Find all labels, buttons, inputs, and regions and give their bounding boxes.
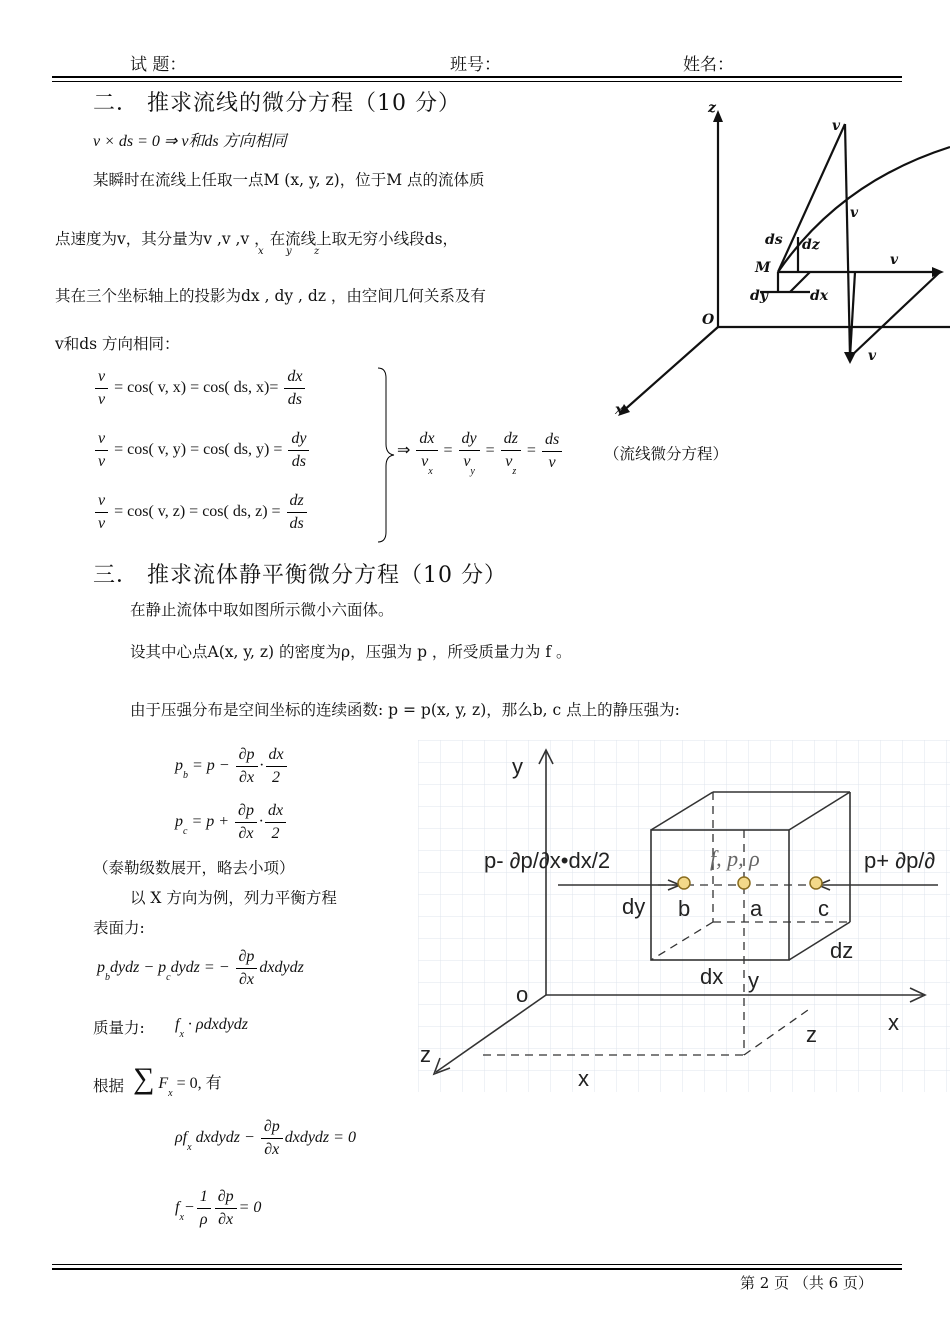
fig1-z-label: z — [708, 100, 716, 116]
page-number: 第 2 页 （共 6 页） — [740, 1274, 873, 1292]
p2-sub-z: z — [314, 246, 320, 257]
surface-force-equation: $p_bdydz$ − $p_cdydz$ = − $\frac{\partial p}{\partial x}$ dxdydz — [97, 948, 304, 988]
fig1-vz-label: v — [850, 205, 859, 221]
fig1-vx-label: v — [868, 348, 877, 364]
fig2-x-axis: x — [888, 1010, 899, 1035]
pc-equation: $p_c = p$ + $\frac{\partial p}{\partial x}$ · $\frac{dx}{2}$ — [175, 800, 288, 845]
header-rule-top — [52, 76, 902, 78]
eq-x: $\frac{v}{v}$ = cos( v, x) = cos( ds, x)= $\frac{dx}{ds}$ — [93, 366, 307, 411]
balance-equation-2: $f_x-$ $\frac{1}{\rho}$ $\frac{\partial p}{\partial x}$ = 0 — [175, 1188, 262, 1228]
fig2-left-pressure: p- ∂p/∂x•dx/2 — [484, 848, 611, 873]
balance-equation-1: $\rho f_x$ dxdydz − $\frac{\partial p}{\partial x}$ dxdydz = 0 — [175, 1118, 356, 1158]
fig1-vy-label: v — [890, 252, 899, 268]
section2-title: 二． 推求流线的微分方程（10 分） — [93, 91, 461, 116]
fig2-x-bottom: x — [578, 1066, 589, 1091]
section2-p2: 点速度为v，其分量为v ,v ,v ，在流线上取无穷小线段ds， — [55, 230, 459, 248]
fig2-z-inner: z — [806, 1022, 817, 1047]
section3-p1: 在静止流体中取如图所示微小六面体。 — [130, 601, 394, 619]
pb-equation: $p_b = p$ − $\frac{\partial p}{\partial x}$ · $\frac{dx}{2}$ — [175, 744, 289, 789]
streamline-note: （流线微分方程） — [604, 445, 729, 463]
section3-title: 三． 推求流体静平衡微分方程（10 分） — [93, 563, 507, 588]
p2-sub-x: x — [258, 246, 264, 257]
section3-p2: 设其中心点A(x, y, z) 的密度为ρ，压强为 p ，所受质量力为 f 。 — [130, 643, 572, 661]
taylor-note: （泰勒级数展开，略去小项） — [93, 859, 295, 877]
fig2-origin: o — [516, 982, 529, 1007]
fig2-dy: dy — [622, 894, 646, 919]
mass-force-label: 质量力: — [93, 1019, 145, 1037]
section2-p3: 其在三个坐标轴上的投影为dx , dy , dz ，由空间几何关系及有 — [55, 287, 486, 305]
fig1-x-label: x — [615, 402, 624, 418]
eq-y: $\frac{v}{v}$ = cos( v, y) = cos( ds, y) = $\frac{dy}{ds}$ — [93, 428, 311, 473]
fig2-c: c — [818, 896, 829, 921]
p2-sub-y: y — [286, 246, 292, 257]
sum-equation: ∑ $F_x = 0$, 有 — [133, 1062, 222, 1099]
fig1-M-label: M — [755, 260, 771, 276]
fig1-dy-label: dy — [750, 288, 768, 304]
section2-line1: v × ds = 0 ⇒ v和ds 方向相同 — [93, 133, 287, 150]
sum-label: 根据 — [93, 1077, 125, 1095]
hexahedron-figure — [418, 740, 950, 1092]
fig2-dx: dx — [700, 964, 724, 989]
fig2-right-pressure: p+ ∂p/∂ — [864, 848, 936, 873]
section2-p4: v和ds 方向相同： — [55, 335, 180, 353]
fig2-y-inner: y — [748, 968, 759, 993]
fig1-O-label: O — [702, 312, 715, 328]
fig2-y-axis: y — [512, 754, 523, 779]
streamline-equation: ⇒ $\frac{dx}{v_x}$ = $\frac{dy}{v_y}$ = $\frac{dz}{v_z}$ = $\frac{ds}{v}$ — [397, 428, 564, 475]
footer-rule-top — [52, 1264, 902, 1265]
fig1-dx-label: dx — [810, 288, 829, 304]
fig2-z-axis: z — [420, 1042, 431, 1067]
streamline-figure — [600, 92, 950, 422]
x-direction-text: 以 X 方向为例，列力平衡方程 — [130, 889, 337, 907]
fig1-v-label: v — [832, 118, 841, 134]
footer-rule-bottom — [52, 1268, 902, 1270]
exam-label: 试 题： — [130, 55, 187, 75]
fig1-dz-label: dz — [802, 237, 820, 253]
fig2-dz: dz — [830, 938, 854, 963]
fig2-a: a — [750, 896, 763, 921]
name-label: 姓名： — [683, 55, 734, 75]
section3-p3: 由于压强分布是空间坐标的连续函数: p = p(x, y, z)，那么b, c 点上的静压强为: — [130, 701, 680, 719]
class-label: 班号： — [450, 55, 501, 75]
fig2-b: b — [678, 896, 691, 921]
eq-z: $\frac{v}{v}$ = cos( v, z) = cos( ds, z) = $\frac{dz}{ds}$ — [93, 490, 309, 535]
fig2-center-label: f, p, ρ — [710, 846, 760, 871]
mass-force-equation: $f_x$ · ρdxdydz — [175, 1016, 249, 1040]
right-brace — [376, 366, 396, 544]
fig1-ds-label: ds — [765, 232, 783, 248]
section2-p1: 某瞬时在流线上任取一点M (x, y, z)，位于M 点的流体质 — [93, 171, 485, 189]
header-rule-bottom — [52, 81, 902, 82]
surface-force-label: 表面力: — [93, 919, 145, 937]
